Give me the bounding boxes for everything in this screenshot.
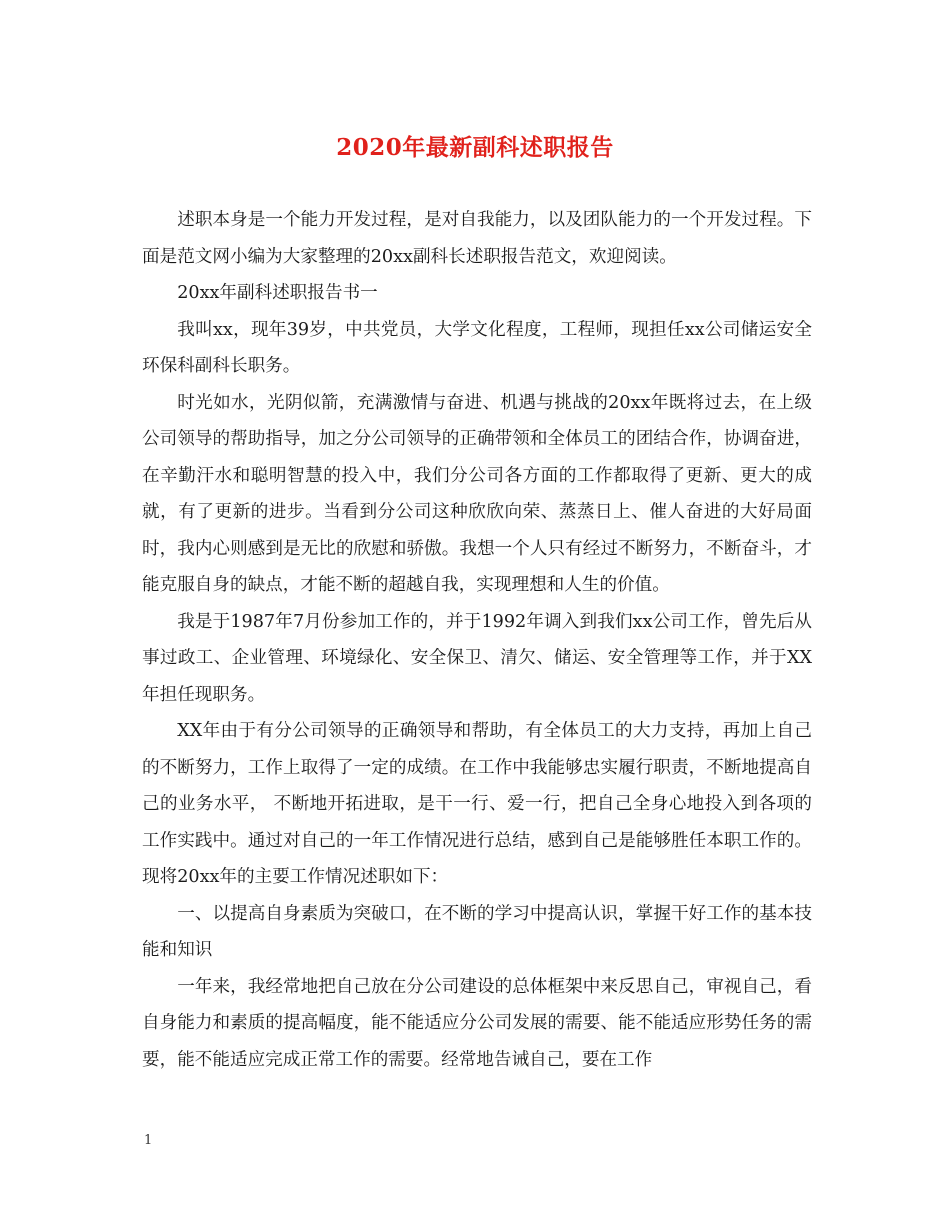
paragraph-point-one-heading: 一、以提高自身素质为突破口，在不断的学习中提高认识，掌握干好工作的基本技能和知识 bbox=[142, 903, 812, 960]
document-body bbox=[142, 202, 812, 1078]
paragraph-year-review: 时光如水，光阴似箭，充满激情与奋进、机遇与挑战的20xx年既将过去，在上级公司领导的帮助指导，加之分公司领导的正确带领和全体员工的团结合作，协调奋进，在辛勤汗水和聪明智慧的投入中，我们分公司各方面的工作都取得了更新、更大的成就，有了更新的进步。当看到分公司这种欣欣向荣、蒸蒸日上、催人奋进的大好局面时，我内心则感到是无比的欣慰和骄傲。我想一个人只有经过不断努力，不断奋斗，才能克服自身的缺点，才能不断的超越自我，实现理想和人生的价值。 bbox=[142, 392, 812, 595]
paragraph-section-heading: 20xx年副科述职报告书一 bbox=[177, 283, 378, 303]
paragraph-work-history: 我是于1987年7月份参加工作的，并于1992年调入到我们xx公司工作，曾先后从事过政工、企业管理、环境绿化、安全保卫、清欠、储运、安全管理等工作，并于XX年担任现职务。 bbox=[142, 611, 812, 705]
paragraph-self-reflection: 一年来，我经常地把自己放在分公司建设的总体框架中来反思自己，审视自己，看自身能力和素质的提高幅度，能不能适应分公司发展的需要、能不能适应形势任务的需要，能不能适应完成正常工作的需要。经常地告诫自己，要在工作 bbox=[142, 976, 812, 1070]
page-number: 1 bbox=[144, 1133, 153, 1148]
paragraph-achievements: XX年由于有分公司领导的正确领导和帮助，有全体员工的大力支持，再加上自己的不断努力，工作上取得了一定的成绩。在工作中我能够忠实履行职责，不断地提高自己的业务水平， 不断地开拓进取，是干一行、爱一行，把自己全身心地投入到各项的工作实践中。通过对自己的一年工作情况进行总结，感到自己是能够胜任本职工作的。现将20xx年的主要工作情况述职如下： bbox=[142, 721, 812, 887]
document-title: 2020年最新副科述职报告 bbox=[336, 134, 614, 161]
paragraph-self-introduction: 我叫xx，现年39岁，中共党员，大学文化程度，工程师，现担任xx公司储运安全环保科副科长职务。 bbox=[142, 319, 812, 376]
paragraph-intro: 述职本身是一个能力开发过程，是对自我能力，以及团队能力的一个开发过程。下面是范文网小编为大家整理的20xx副科长述职报告范文，欢迎阅读。 bbox=[142, 210, 812, 267]
